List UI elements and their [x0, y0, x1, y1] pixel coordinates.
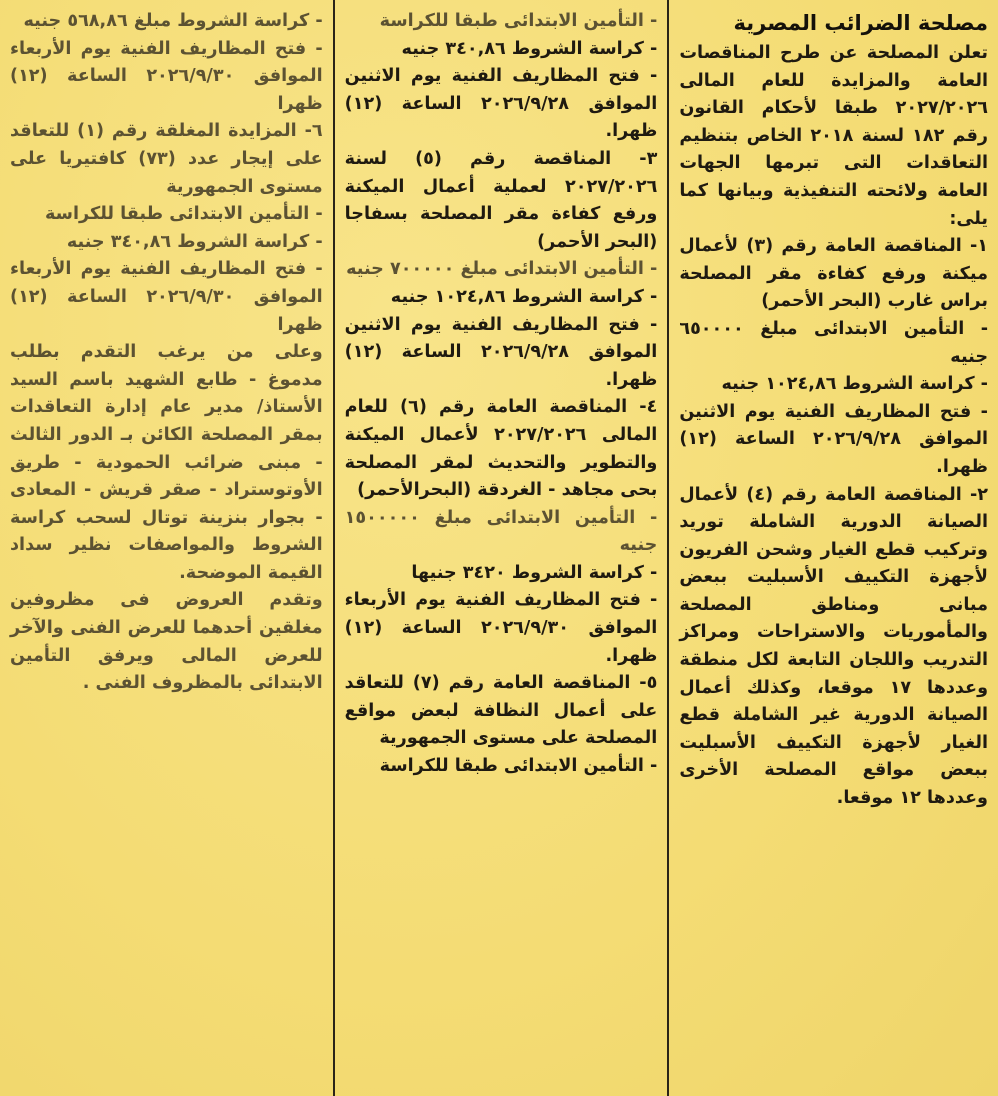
- tender-5-opening: - فتح المظاريف الفنية يوم الاثنين الموافق ٢٠٢٦/٩/٢٨ الساعة (١٢) ظهرا.: [344, 314, 658, 390]
- tender-5-insurance: - التأمين الابتدائى مبلغ ٧٠٠٠٠٠ جنيه: [346, 259, 658, 280]
- tender-6-insurance: - التأمين الابتدائى مبلغ ١٥٠٠٠٠٠ جنيه: [344, 507, 658, 556]
- auction-1-insurance: - التأمين الابتدائى طبقا للكراسة: [45, 204, 323, 225]
- tender-6-opening: - فتح المظاريف الفنية يوم الأربعاء الموافق ٢٠٢٦/٩/٣٠ الساعة (١٢) ظهرا.: [344, 590, 658, 666]
- tender-4-description: ٢- المناقصة العامة رقم (٤) لأعمال الصيانة الدورية الشاملة توريد وتركيب قطع الغيار وشحن الفريون لأجهزة التكييف الأسبليت ببعض مبانى ومناطق المصلحة والمأموريات والاستراحات ومراكز التدريب واللجان التابعة لكل منطقة وعددها ١٧ موقعا، وكذلك أعمال الصيانة الدورية غير الشاملة قطع الغيار لأجهزة التكييف الأسبليت ببعض مواقع المصلحة الأخرى وعددها ١٢ موقعا.: [679, 484, 989, 809]
- ad-title: مصلحة الضرائب المصرية: [733, 11, 988, 35]
- tender-4-opening: - فتح المظاريف الفنية يوم الاثنين الموافق ٢٠٢٦/٩/٢٨ الساعة (١٢) ظهرا.: [344, 66, 658, 142]
- application-instructions: وعلى من يرغب التقدم بطلب مدموغ - طابع الشهيد باسم السيد الأستاذ/ مدير عام إدارة التعاقدات بمقر المصلحة الكائن بـ الدور الثالث - مبنى ضرائب الحمودية - طريق الأوتوستراد - صقر قريش - المعادى - بجوار بنزينة توتال لسحب كراسة الشروط والمواصفات نظير سداد القيمة الموضحة.: [10, 342, 323, 583]
- tender-5-booklet: - كراسة الشروط ١٠٢٤,٨٦ جنيه: [390, 286, 658, 307]
- tender-7-insurance: - التأمين الابتدائى طبقا للكراسة: [379, 756, 658, 777]
- tender-7-booklet: - كراسة الشروط مبلغ ٥٦٨,٨٦ جنيه: [23, 11, 323, 31]
- tender-4-booklet: - كراسة الشروط ٣٤٠,٨٦ جنيه: [401, 38, 658, 59]
- column-divider: [667, 0, 669, 1096]
- tender-4-insurance: - التأمين الابتدائى طبقا للكراسة: [379, 11, 658, 31]
- auction-1-booklet: - كراسة الشروط ٣٤٠,٨٦ جنيه: [66, 231, 323, 252]
- tender-7-opening: - فتح المظاريف الفنية يوم الأربعاء الموافق ٢٠٢٦/٩/٣٠ الساعة (١٢) ظهرا: [10, 38, 323, 114]
- tender-6-booklet: - كراسة الشروط ٣٤٢٠ جنيها: [411, 562, 658, 583]
- column-2: [335, 0, 668, 1096]
- tender-3-insurance: - التأمين الابتدائى مبلغ ٦٥٠٠٠٠ جنيه: [679, 318, 988, 367]
- auction-1-title: ٦- المزايدة المغلقة رقم (١) للتعاقد على إيجار عدد (٧٣) كافتيريا على مستوى الجمهورية: [10, 121, 323, 197]
- column-3: [0, 0, 333, 1096]
- tender-3-booklet: - كراسة الشروط ١٠٢٤,٨٦ جنيه: [721, 374, 988, 395]
- column-divider: [333, 0, 335, 1096]
- tender-7-title: ٥- المناقصة العامة رقم (٧) للتعاقد على أعمال النظافة لبعض مواقع المصلحة على مستوى الجمهورية: [344, 673, 658, 749]
- auction-1-opening: - فتح المظاريف الفنية يوم الأربعاء الموافق ٢٠٢٦/٩/٣٠ الساعة (١٢) ظهرا: [10, 259, 323, 335]
- intro-paragraph: تعلن المصلحة عن طرح المناقصات العامة والمزايدة للعام المالى ٢٠٢٧/٢٠٢٦ طبقا لأحكام القانون رقم ١٨٢ لسنة ٢٠١٨ الخاص بتنظيم التعاقدات التى تبرمها الجهات العامة ولائحته التنفيذية وبيانها كما يلى:: [679, 43, 988, 229]
- submission-instructions: وتقدم العروض فى مظروفين مغلقين أحدهما للعرض الفنى والآخر للعرض المالى ويرفق التأمين الابتدائى بالمظروف الفنى .: [10, 590, 323, 694]
- column-1: [669, 0, 998, 1096]
- tender-3-opening: - فتح المظاريف الفنية يوم الاثنين الموافق ٢٠٢٦/٩/٢٨ الساعة (١٢) ظهرا.: [679, 401, 988, 477]
- tender-6-title: ٤- المناقصة العامة رقم (٦) للعام المالى ٢٠٢٧/٢٠٢٦ لأعمال الميكنة والتطوير والتحديث لمقر المصلحة بحى مجاهد - الغردقة (البحرالأحمر): [344, 397, 658, 501]
- tender-3-title: ١- المناقصة العامة رقم (٣) لأعمال ميكنة ورفع كفاءة مقر المصلحة براس غارب (البحر الأحمر): [679, 236, 988, 312]
- tender-5-title: ٣- المناقصة رقم (٥) لسنة ٢٠٢٧/٢٠٢٦ لعملية أعمال الميكنة ورفع كفاءة مقر المصلحة بسفاجا (البحر الأحمر): [344, 148, 658, 252]
